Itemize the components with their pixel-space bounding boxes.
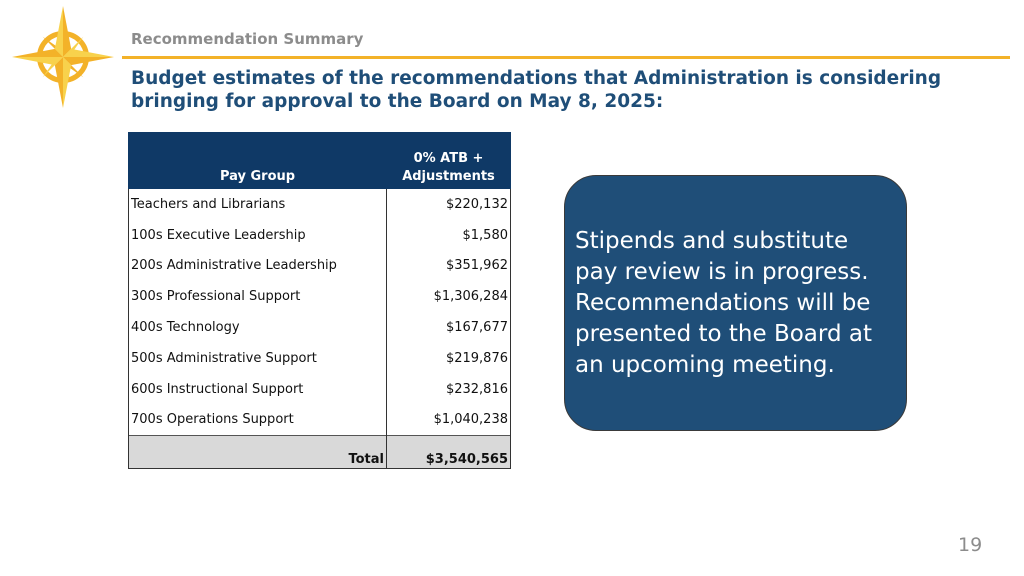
table-row <box>129 405 511 436</box>
pay-group-cell: Teachers and Librarians <box>129 189 387 220</box>
column-header-pay-group: Pay Group <box>129 133 387 189</box>
total-amount: $3,540,565 <box>387 436 511 469</box>
table-header-row <box>129 133 511 189</box>
total-row <box>129 436 511 469</box>
table-row <box>129 220 511 251</box>
amount-cell: $1,580 <box>387 220 511 251</box>
pay-group-cell: 600s Instructional Support <box>129 374 387 405</box>
pay-group-cell: 200s Administrative Leadership <box>129 251 387 282</box>
callout-box <box>564 175 907 431</box>
page-title: Budget estimates of the recommendations that Administration is considering bringing for approval to the Board on May 8, 2025: <box>131 68 942 112</box>
table-row <box>129 374 511 405</box>
amount-cell: $1,040,238 <box>387 405 511 436</box>
column-header-amount-line2: Adjustments <box>402 169 495 184</box>
pay-group-cell: 300s Professional Support <box>129 281 387 312</box>
amount-cell: $220,132 <box>387 189 511 220</box>
table-row <box>129 343 511 374</box>
pay-group-cell: 100s Executive Leadership <box>129 220 387 251</box>
total-label: Total <box>129 436 387 469</box>
pay-group-cell: 500s Administrative Support <box>129 343 387 374</box>
amount-cell: $1,306,284 <box>387 281 511 312</box>
pay-group-cell: 700s Operations Support <box>129 405 387 436</box>
callout-text: Stipends and substitute pay review is in progress. Recommendations will be presented to the Board at an upcoming meeting. <box>575 227 872 378</box>
amount-cell: $351,962 <box>387 251 511 282</box>
column-header-amount-line1: 0% ATB + <box>413 151 484 166</box>
amount-cell: $167,677 <box>387 312 511 343</box>
table-row <box>129 189 511 220</box>
header-divider <box>122 56 1010 59</box>
pay-group-cell: 400s Technology <box>129 312 387 343</box>
amount-cell: $219,876 <box>387 343 511 374</box>
compass-star-icon <box>12 6 114 108</box>
amount-cell: $232,816 <box>387 374 511 405</box>
table-row <box>129 251 511 282</box>
page-number: 19 <box>958 534 983 556</box>
column-header-amount <box>387 133 511 189</box>
budget-table <box>128 132 511 469</box>
section-label: Recommendation Summary <box>131 30 364 48</box>
table-row <box>129 312 511 343</box>
table-row <box>129 281 511 312</box>
